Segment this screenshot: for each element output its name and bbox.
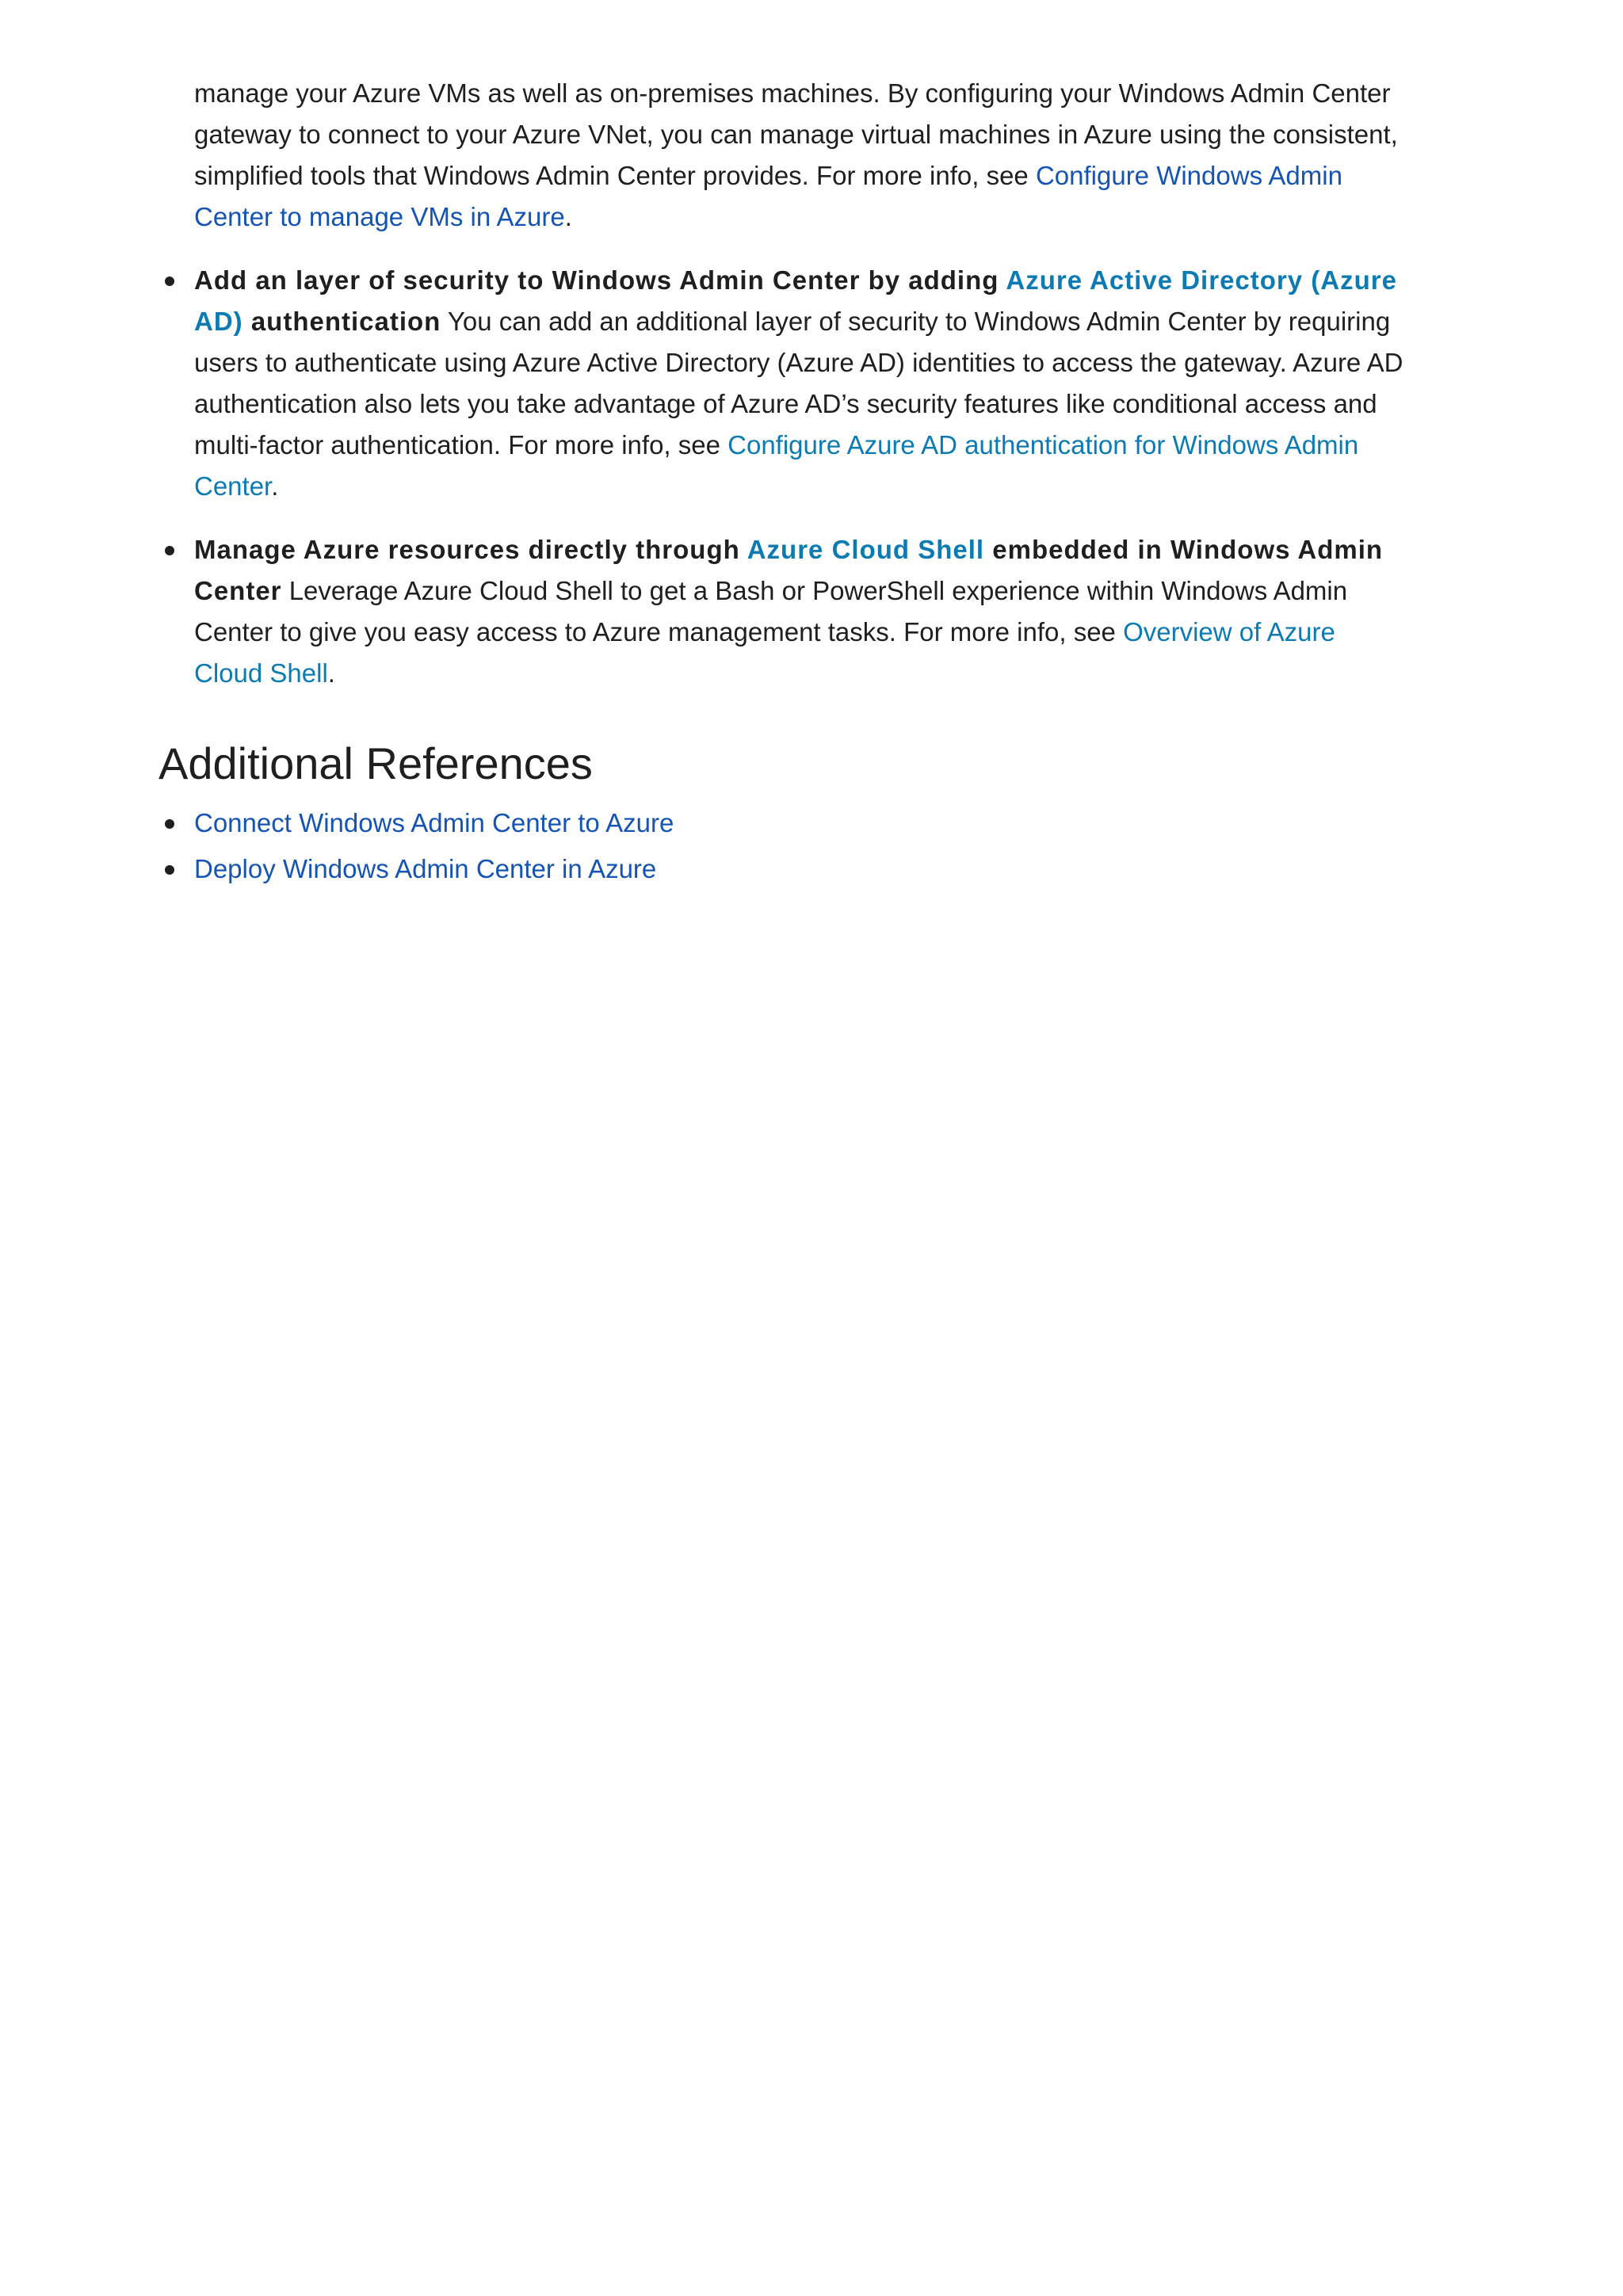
bullet-lead-text-after: authentication xyxy=(242,307,441,336)
bullet-tail: . xyxy=(327,658,335,688)
additional-references-heading: Additional References xyxy=(158,738,593,788)
intro-tail: . xyxy=(564,202,572,231)
list-item xyxy=(158,800,1411,846)
bullet-lead-text: Add an layer of security to Windows Admin Center by adding xyxy=(194,265,1006,295)
connect-to-azure-link[interactable]: Connect Windows Admin Center to Azure xyxy=(194,808,674,837)
bullet-body: Leverage Azure Cloud Shell to get a Bash or PowerShell experience within Windows Admin Center to give you easy access to Azure management tasks. For more info, see xyxy=(194,576,1348,646)
deploy-in-azure-link[interactable]: Deploy Windows Admin Center in Azure xyxy=(194,854,657,883)
cloud-shell-overview-link[interactable]: Overview of Azure Cloud Shell xyxy=(194,617,1335,688)
bullet-body: You can add an additional layer of security to Windows Admin Center by requiring users to authenticate using Azure Active Directory (Azure AD) identities to access the gateway. Azure AD authentication also lets you take advantage of Azure AD’s security features like conditional access and multi-factor authentication. For more info, see xyxy=(194,307,1403,460)
azure-ad-link[interactable]: Azure Active Directory (Azure AD) xyxy=(194,265,1397,336)
document-content xyxy=(158,73,1411,892)
bullet-lead-text: Manage Azure resources directly through xyxy=(194,535,747,564)
list-item xyxy=(158,846,1411,892)
list-item-azure-ad xyxy=(158,260,1411,507)
intro-text: manage your Azure VMs as well as on-premises machines. By configuring your Windows Admin Center gateway to connect to your Azure VNet, you can manage virtual machines in Azure using the consistent, simplified tools that Windows Admin Center provides. For more info, see xyxy=(194,78,1398,190)
azure-cloud-shell-link[interactable]: Azure Cloud Shell xyxy=(747,535,985,564)
intro-paragraph xyxy=(194,73,1411,238)
bullet-tail: . xyxy=(271,471,279,501)
list-item-cloud-shell xyxy=(158,529,1411,694)
feature-list xyxy=(158,260,1411,694)
references-list xyxy=(158,800,1411,892)
bullet-lead-text-after: embedded in Windows Admin Center xyxy=(194,535,1384,605)
configure-vms-link[interactable]: Configure Windows Admin Center to manage VMs in Azure xyxy=(194,161,1342,231)
configure-azure-ad-link[interactable]: Configure Azure AD authentication for Windows Admin Center xyxy=(194,430,1359,501)
